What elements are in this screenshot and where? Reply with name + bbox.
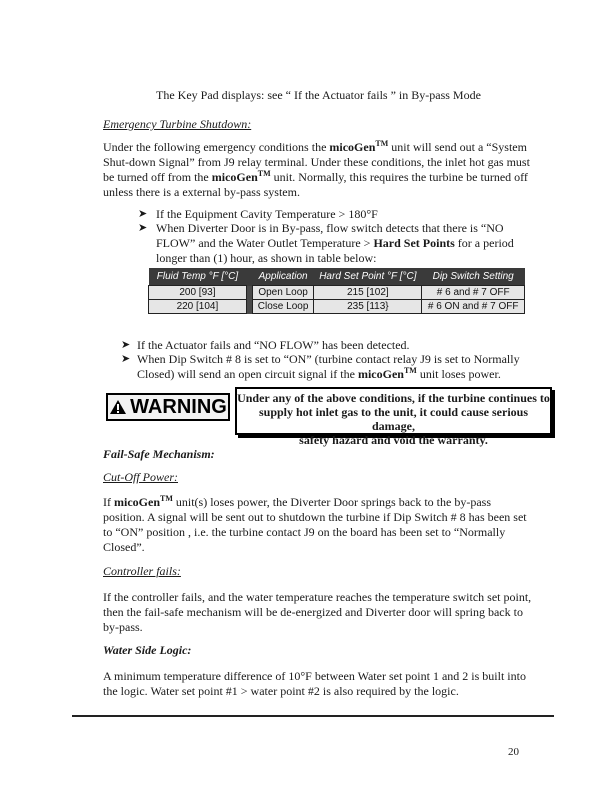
bullet-diverter-door-line-3: longer than (1) hour, as shown in table below: — [156, 251, 377, 265]
warning-line-2: supply hot inlet gas to the unit, it could cause serious damage, — [258, 405, 529, 433]
arrow-bullet-icon: ➤ — [121, 353, 131, 365]
table-cell: # 6 and # 7 OFF — [422, 286, 525, 300]
table-header-fluid-temp: Fluid Temp °F [°C] — [149, 268, 247, 286]
cutoff-paragraph-line-2: position. A signal will be sent out to shutdown the turbine if Dip Switch # 8 has been set — [103, 510, 527, 524]
warning-badge — [106, 393, 230, 421]
warning-triangle-icon — [109, 399, 127, 415]
table-cell: Open Loop — [252, 286, 314, 300]
arrow-bullet-icon: ➤ — [138, 208, 148, 220]
table-cell: 220 [104] — [149, 300, 247, 314]
table-row — [149, 300, 525, 314]
bullet-actuator-fails: If the Actuator fails and “NO FLOW” has been detected. — [137, 338, 410, 352]
table-header-hard-set-point: Hard Set Point °F [°C] — [314, 268, 422, 286]
table-cell: # 6 ON and # 7 OFF — [422, 300, 525, 314]
bullet-dip-switch-line-2: Closed) will send an open circuit signal if the micoGen™ unit loses power. — [137, 366, 501, 381]
bullet-dip-switch-line-1: When Dip Switch # 8 is set to “ON” (turbine contact relay J9 is set to Normally — [137, 352, 520, 366]
bullet-cavity-temperature: If the Equipment Cavity Temperature > 180°F — [156, 207, 378, 221]
table-cell: Close Loop — [252, 300, 314, 314]
bullet-diverter-door-line-2: FLOW” and the Water Outlet Temperature > Hard Set Points for a period — [156, 236, 514, 250]
warning-badge-label: WARNING — [130, 396, 227, 418]
table-cell: 235 [113} — [314, 300, 422, 314]
table-cell: 200 [93] — [149, 286, 247, 300]
controller-fails-heading: Controller fails: — [103, 564, 181, 578]
page-number: 20 — [508, 746, 519, 758]
bullet-diverter-door-line-1: When Diverter Door is in By-pass, flow switch detects that there is “NO — [156, 221, 504, 235]
water-paragraph-line-1: A minimum temperature difference of 10°F between Water set point 1 and 2 is built into — [103, 669, 526, 683]
water-paragraph-line-2: the logic. Water set point #1 > water point #2 is also required by the logic. — [103, 684, 459, 698]
cutoff-paragraph-line-1: If micoGen™ unit(s) loses power, the Diverter Door springs back to the by-pass — [103, 494, 492, 509]
water-side-logic-heading: Water Side Logic: — [103, 643, 192, 657]
emergency-paragraph-line-1: Under the following emergency conditions the micoGen™ unit will send out a “System — [103, 139, 527, 154]
emergency-paragraph-line-3: be turned off from the micoGen™ unit. Normally, this requires the turbine be turned off — [103, 169, 528, 184]
arrow-bullet-icon: ➤ — [138, 222, 148, 234]
arrow-bullet-icon: ➤ — [121, 339, 131, 351]
footer-divider — [72, 715, 554, 717]
cutoff-power-heading: Cut-Off Power: — [103, 470, 178, 484]
cutoff-paragraph-line-4: Closed”. — [103, 540, 145, 554]
table-header-application: Application — [252, 268, 314, 286]
controller-paragraph-line-3: by-pass. — [103, 620, 143, 634]
table-cell: 215 [102] — [314, 286, 422, 300]
keypad-line: The Key Pad displays: see “ If the Actuator fails ” in By-pass Mode — [156, 88, 481, 102]
warning-box — [235, 387, 552, 447]
controller-paragraph-line-2: then the fail-safe mechanism will be de-energized and Diverter door will spring back to — [103, 605, 523, 619]
table-header-dip-switch: Dip Switch Setting — [422, 268, 525, 286]
warning-line-1: Under any of the above conditions, if the turbine continues to — [237, 391, 550, 405]
table-row — [149, 286, 525, 300]
emergency-heading: Emergency Turbine Shutdown: — [103, 117, 252, 131]
controller-paragraph-line-1: If the controller fails, and the water temperature reaches the temperature switch set point, — [103, 590, 532, 604]
cutoff-paragraph-line-3: to “ON” position , i.e. the turbine contact J9 on the board has been set to “Normally — [103, 525, 506, 539]
emergency-paragraph-line-2: Shut-down Signal” from J9 relay terminal. Under these conditions, the inlet hot gas must — [103, 155, 530, 169]
hard-set-points-table — [148, 268, 525, 314]
emergency-paragraph-line-4: unless there is a external by-pass system. — [103, 185, 300, 199]
failsafe-heading: Fail-Safe Mechanism: — [103, 447, 215, 461]
warning-line-3: safety hazard and void the warranty. — [299, 433, 488, 447]
